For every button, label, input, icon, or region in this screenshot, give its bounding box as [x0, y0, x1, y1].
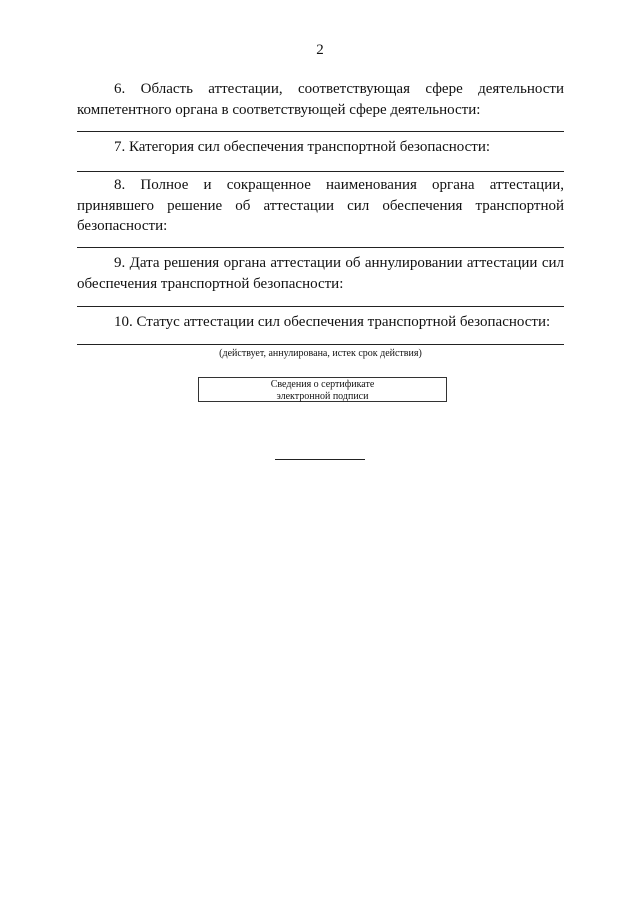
item-7-text: 7. Категория сил обеспечения транспортной безопасности:	[114, 139, 491, 155]
item-8-text: 8. Полное и сокращенное наименования органа аттестации, принявшего решение об аттестации сил обеспечения транспортной безопасности:	[77, 177, 564, 234]
end-of-document-line	[275, 459, 365, 460]
signature-certificate-box	[198, 377, 447, 402]
item-9-text: 9. Дата решения органа аттестации об аннулировании аттестации сил обеспечения транспортной безопасности:	[77, 255, 564, 292]
page-number: 2	[316, 42, 324, 58]
status-caption: (действует, аннулирована, истек срок действия)	[219, 348, 422, 359]
item-6-text: 6. Область аттестации, соответствующая сфере деятельности компетентного органа в соответствующей сфере деятельности:	[77, 81, 564, 118]
item-7-fill-line	[77, 171, 564, 172]
item-9-fill-line	[77, 306, 564, 307]
item-6-fill-line	[77, 131, 564, 132]
item-10-text: 10. Статус аттестации сил обеспечения транспортной безопасности:	[114, 314, 551, 330]
signature-box-line-1: Сведения о сертификате	[270, 379, 375, 390]
item-8-fill-line	[77, 247, 564, 248]
item-10-fill-line	[77, 344, 564, 345]
signature-box-line-2: электронной подписи	[276, 390, 369, 402]
